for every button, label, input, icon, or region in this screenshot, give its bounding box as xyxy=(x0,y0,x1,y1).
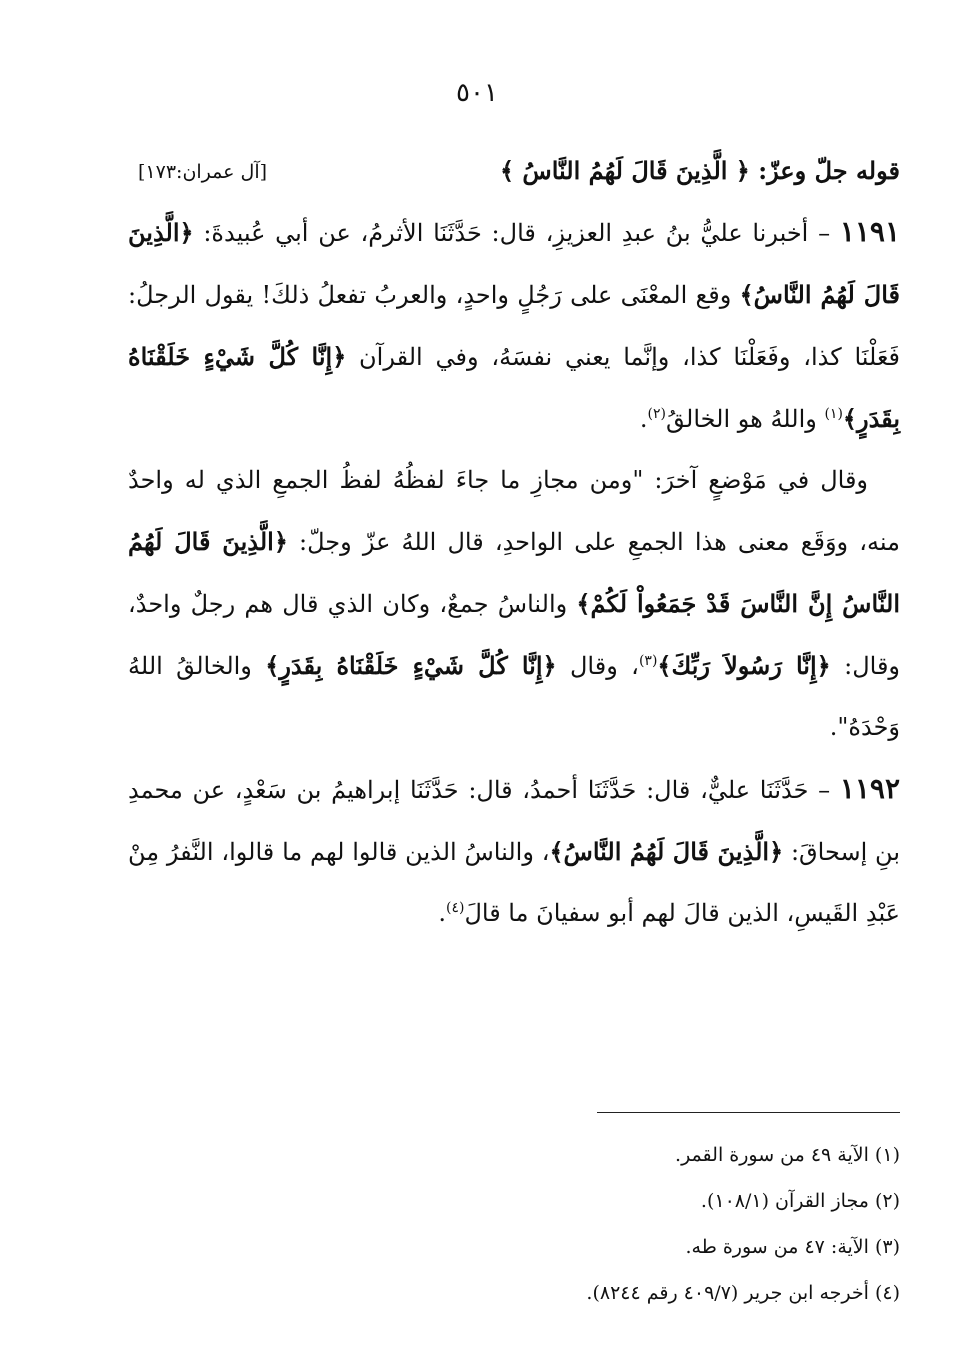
quran-quote: ﴿الَّذِينَ قَالَ لَهُمُ النَّاسُ﴾ xyxy=(549,837,784,866)
main-text xyxy=(128,140,900,944)
page-number: ٥٠١ xyxy=(456,78,498,108)
text-segment: والخالقُ اللهُ وَحْدَهُ". xyxy=(128,652,900,741)
quran-quote: ﴿إِنَّا رَسُولاَ رَبِّكَ﴾ xyxy=(657,651,831,680)
paragraph xyxy=(128,201,900,450)
hadith-number: ١١٩١ xyxy=(839,215,900,248)
footnote: (٤) أخرجه ابن جرير (٤٠٩/٧ رقم ٨٢٤٤). xyxy=(586,1282,900,1304)
paragraph xyxy=(128,758,900,944)
text-segment: ، وقال xyxy=(556,652,639,680)
footnote: (١) الآية ٤٩ من سورة القمر. xyxy=(675,1144,900,1166)
text-segment: والناسُ جمعٌ، وكان الذي قال هم رجلٌ واحدٌ، وقال: xyxy=(128,590,901,680)
quran-quote: ﴿الَّذِينَ قَالَ لَهُمُ النَّاسُ إِنَّ النَّاسَ قَدْ جَمَعُواْ لَكُمْ﴾ xyxy=(128,527,901,618)
text-segment: – أخبرنا عليُّ بنُ عبدِ العزيزِ، قال: حَدَّثَنَا الأثرمُ، عن أبي عُبيدةَ: xyxy=(193,219,831,247)
footnote-marker: (١) xyxy=(824,406,843,422)
text-segment: ، والناسُ الذين قالوا لهم ما قالوا، النَّفرُ مِنْ عَبْدِ القَيسِ، الذين قالَ لهم أبو سفيانَ ما قالَ xyxy=(128,838,900,927)
text-segment: . xyxy=(438,899,446,927)
heading-text: قوله جلّ وعزّ: ﴿ الَّذِينَ قَالَ لَهُمُ النَّاسُ ﴾ xyxy=(500,156,900,185)
footnote-marker: (٤) xyxy=(445,900,465,916)
quran-quote: ﴿إِنَّا كُلَّ شَيْءٍ خَلَقْنَاهُ بِقَدَرٍ﴾ xyxy=(265,651,557,680)
section-heading xyxy=(128,140,900,201)
text-segment: . xyxy=(639,405,648,433)
hadith-number: ١١٩٢ xyxy=(839,772,900,805)
quran-quote: ﴿الَّذِينَ قَالَ لَهُمُ النَّاسُ﴾ xyxy=(128,218,900,309)
text-segment: واللهُ هو الخالقُ xyxy=(666,405,825,433)
footnote-marker: (٢) xyxy=(647,406,667,422)
quran-quote: ﴿إِنَّا كُلَّ شَيْءٍ خَلَقْنَاهُ بِقَدَرٍ﴾ xyxy=(128,342,900,433)
text-segment: – حَدَّثَنَا عليٌّ، قال: حَدَّثَنَا أحمدُ، قال: حَدَّثَنَا إبراهيمُ بن سَعْدٍ، عن محمدِ بنِ إسحاقَ: xyxy=(128,776,901,866)
text-segment: وقع المعْنَى على رَجُلٍ واحدٍ، والعربُ تفعلُ ذلكَ! يقول الرجلُ: فَعَلْنَا كذا، وفَعَلْنَا كذا، وإنَّما يعني نفسَهُ، وفي القرآن xyxy=(128,281,901,371)
verse-reference: [آل عمران:١٧٣] xyxy=(138,161,268,183)
footnote-marker: (٣) xyxy=(638,653,658,669)
footnote: (٢) مجاز القرآن (١٠٨/١). xyxy=(700,1190,900,1212)
paragraphs xyxy=(128,201,900,944)
footnotes xyxy=(140,1132,900,1316)
paragraph xyxy=(128,450,900,758)
footnote-divider xyxy=(597,1112,900,1113)
footnote: (٣) الآية: ٤٧ من سورة طه. xyxy=(685,1236,900,1258)
text-segment: وقال في مَوْضعٍ آخرَ: "ومن مجازِ ما جاءَ لفظُهُ لفظُ الجمعِ الذي له واحدٌ منه، ووَقَع معنى هذا الجمعِ على الواحدِ، قال اللهُ عزّ وجلّ: xyxy=(128,466,900,556)
